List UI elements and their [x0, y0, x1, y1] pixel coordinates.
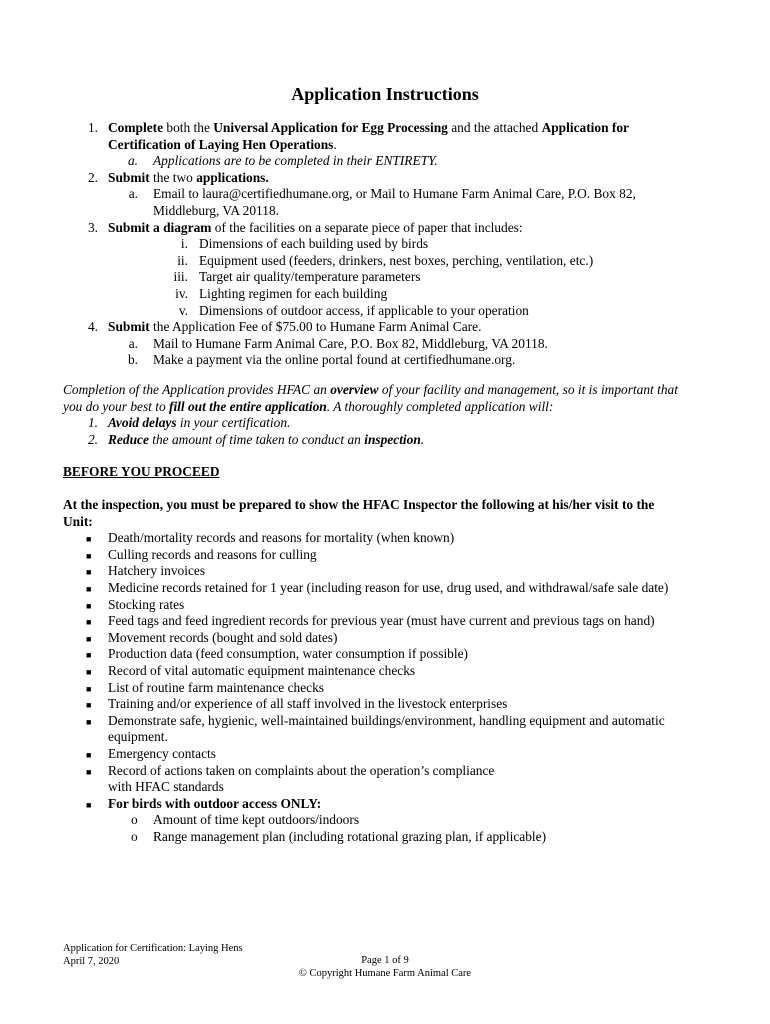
bullet-item: ■ Feed tags and feed ingredient records for previous year (must have current and previous tags on hand) [0, 613, 770, 630]
completion-item: 2. Reduce the amount of time taken to conduct an inspection. [87, 431, 425, 447]
bullet-icon: ■ [86, 749, 92, 760]
step-1: 1. Complete both the Universal Application for Egg Processing and the attached Application for [87, 120, 629, 135]
step-3-item: ii. Equipment used (feeders, drinkers, nest boxes, perching, ventilation, etc.) [177, 252, 594, 268]
bullet-icon: ■ [86, 666, 92, 677]
inspection-bullet-list [0, 530, 770, 713]
step-4: 4. Submit the Application Fee of $75.00 to Humane Farm Animal Care. [87, 319, 482, 335]
bullet-icon: ■ [86, 650, 92, 661]
bullet-icon: ■ [86, 700, 92, 711]
step-4-item: b. Make a payment via the online portal found at certifiedhumane.org. [127, 352, 516, 368]
bullet-icon: ■ [86, 766, 92, 777]
bullet-item: ■ Medicine records retained for 1 year (including reason for use, drug used, and withdrawal/safe sale date) [0, 580, 770, 597]
bullet-item: ■ Production data (feed consumption, water consumption if possible) [0, 646, 770, 663]
bullet-item: ■ Record of vital automatic equipment maintenance checks [0, 663, 770, 680]
bullet-item: ■ List of routine farm maintenance checks [0, 680, 770, 697]
bullet-icon: ■ [86, 534, 92, 545]
circle-bullet-icon: o [131, 812, 138, 828]
bullet-item: ■ Culling records and reasons for culling [0, 547, 770, 564]
page-number: Page 1 of 9 [361, 955, 409, 966]
bullet-item: ■ Movement records (bought and sold dates) [0, 630, 770, 647]
page-title: Application Instructions [291, 84, 479, 104]
step-2: 2. Submit the two applications. [87, 169, 269, 185]
step-3-item: iv. Lighting regimen for each building [175, 285, 388, 301]
circle-bullet-icon: o [131, 828, 138, 844]
step-3-item: i. Dimensions of each building used by birds [180, 236, 429, 252]
copyright: © Copyright Humane Farm Animal Care [298, 967, 472, 979]
step-3-item: iii. Target air quality/temperature parameters [173, 269, 421, 285]
bullet-item: ■ Death/mortality records and reasons for mortality (when known) [0, 530, 770, 547]
instructions-list: 1. Complete both the Universal Application for Egg Processing and the attached Application for Certification of Laying Hen Operations. a. Applications are to be completed in their ENTIRETY. 2. Submit the two applications. a. Email to laura@certifiedhumane.org, or Mail to Humane Farm Animal Care, P.O. Box 82, Middleburg, VA 20118. 3. Submit a diagram of the facilities on a separate piece of paper that includes: i. Dimensions of each building used by birds ii. Equipment used (feeders, drinkers, nest boxes, perching, ventilation, etc.) iii. Target air quality/temperature parameters iv. Lighting regimen for each building v. Dimensions of outdoor access, if applicable to your operation 4. Submit the Application Fee of $75.00 to Humane Farm Animal Care. a. Mail to Humane Farm Animal Care, P.O. Box 82, Middleburg, VA 20118. b. Make a payment via the online portal found at certifiedhumane.org. [0, 120, 770, 369]
bullet-icon: ■ [86, 550, 92, 561]
completion-paragraph: Completion of the Application provides HFAC an overview of your facility and management, so it is important that you do your best to fill out the entire application. A thoroughly completed application will: 1. Avoid delays in your certification. 2. Reduce the amount of time taken to conduct an inspection. [0, 382, 770, 448]
sub-bullet-item: o Range management plan (including rotational grazing plan, if applicable) [131, 828, 547, 844]
step-3: 3. Submit a diagram of the facilities on a separate piece of paper that includes: [87, 219, 523, 235]
bullet-item: ■ Demonstrate safe, hygienic, well-maintained buildings/environment, handling equipment and automatic [0, 713, 770, 730]
before-proceed-heading: BEFORE YOU PROCEED [63, 464, 220, 479]
step-4-item: a. Mail to Humane Farm Animal Care, P.O. Box 82, Middleburg, VA 20118. [128, 335, 548, 351]
bullet-item: ■ Record of actions taken on complaints about the operation’s compliance [0, 763, 770, 780]
bullet-item: ■ Emergency contacts [0, 746, 770, 763]
bullet-item: ■ Hatchery invoices [0, 563, 770, 580]
completion-item: 1. Avoid delays in your certification. [87, 415, 291, 431]
bullet-icon: ■ [86, 583, 92, 594]
sub-bullet-item: o Amount of time kept outdoors/indoors [131, 812, 360, 828]
footer-center [0, 955, 770, 980]
bullet-icon: ■ [86, 683, 92, 694]
bullet-item: ■ Stocking rates [0, 597, 770, 614]
bullet-icon: ■ [86, 633, 92, 644]
bullet-item: ■ Training and/or experience of all staff involved in the livestock enterprises [0, 696, 770, 713]
footer-left: Application for Certification: Laying Hens April 7, 2020 [63, 943, 243, 967]
inspection-section: At the inspection, you must be prepared to show the HFAC Inspector the following at his/her visit to the Unit: ■ Death/mortality records and reasons for mortality (when known) ■ Culling records and reasons for culling ■ Hatchery invoices ■ Medicine records retained for 1 year (including reason for use, drug used, and withdrawal/safe sale date) ■ Stocking rates ■ Feed tags and feed ingredient records for previous year (must have current and previous tags on hand) ■ Movement records (bought and sold dates) ■ Production data (feed consumption, water consumption if possible) ■ Record of vital automatic equipment maintenance checks ■ List of routine farm maintenance checks ■ Training and/or experience of all staff involved in the livestock enterprises ■ Demonstrate safe, hygienic, well-maintained buildings/environment, handling equipment and automatic equipment. ■ Emergency contacts ■ Record of actions taken on complaints about the operation’s compliance with HFAC standards ■ For birds with outdoor access ONLY: o Amount of time kept outdoors/indoors o Range management plan (including rotational grazing plan, if applicable) [0, 497, 770, 845]
step-1-sub-a: a. Applications are to be completed in their ENTIRETY. [127, 153, 438, 169]
bullet-icon: ■ [86, 716, 92, 727]
bullet-icon: ■ [86, 799, 92, 810]
step-2-sub-a: a. Email to laura@certifiedhumane.org, or Mail to Humane Farm Animal Care, P.O. Box 82, [128, 186, 636, 202]
bullet-icon: ■ [86, 567, 92, 578]
bullet-icon: ■ [86, 600, 92, 611]
bullet-item: ■ For birds with outdoor access ONLY: [0, 796, 770, 813]
bullet-icon: ■ [86, 617, 92, 628]
step-3-item: v. Dimensions of outdoor access, if applicable to your operation [178, 302, 529, 318]
